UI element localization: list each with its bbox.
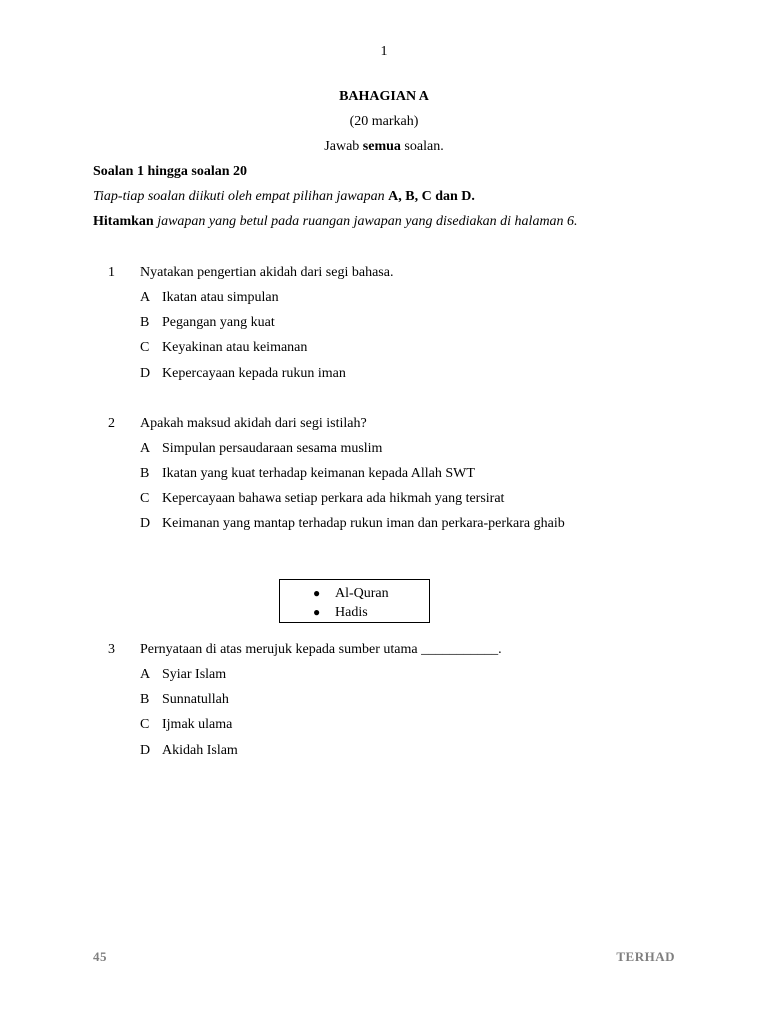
question-number: 3 [108,642,115,657]
option-text: Pegangan yang kuat [162,315,275,330]
marking-verb: Hitamkan [93,214,154,229]
footer-code: 45 [93,949,107,964]
source-box [279,579,430,623]
option-text: Simpulan persaudaraan sesama muslim [162,441,383,456]
options-instruction-text: Tiap-tiap soalan diikuti oleh empat pilihan jawapan [93,189,389,204]
option-letter: D [140,516,151,531]
option-letter: B [140,466,150,481]
option-text: Keyakinan atau keimanan [162,340,308,355]
option-text: Ikatan atau simpulan [162,290,279,305]
option-letter: A [140,667,151,682]
section-title: BAHAGIAN A [339,89,429,104]
question-number: 1 [108,265,115,280]
option-letter: A [140,441,151,456]
option-text: Sunnatullah [162,692,229,707]
answer-instruction [0,139,768,155]
option-text: Keimanan yang mantap terhadap rukun iman dan perkara-perkara ghaib [162,516,565,531]
option-text: Ijmak ulama [162,717,233,732]
option-text: Syiar Islam [162,667,227,682]
option-text: Kepercayaan kepada rukun iman [162,366,346,381]
option-text: Ikatan yang kuat terhadap keimanan kepada Allah SWT [162,466,475,481]
marks-label: (20 markah) [349,114,419,129]
option-letter: C [140,717,150,732]
options-instruction [93,189,475,205]
bullet-icon: ● [313,586,321,600]
marking-instruction-text: jawapan yang betul pada ruangan jawapan yang disediakan di halaman 6. [153,214,578,229]
option-letter: C [140,491,150,506]
marking-instruction [93,214,578,230]
option-letter: D [140,743,151,758]
footer-classification: TERHAD [616,949,675,964]
option-letter: C [140,340,150,355]
option-letter: B [140,315,150,330]
page-number: 1 [380,44,388,59]
option-text: Akidah Islam [162,743,238,758]
question-number: 2 [108,416,115,431]
option-letter: D [140,366,151,381]
question-text: Nyatakan pengertian akidah dari segi bahasa. [140,265,394,280]
answer-emphasis: semua [362,139,401,154]
question-text: Pernyataan di atas merujuk kepada sumber utama ___________. [140,642,502,657]
option-text: Kepercayaan bahawa setiap perkara ada hikmah yang tersirat [162,491,505,506]
question-text: Apakah maksud akidah dari segi istilah? [140,416,367,431]
options-letters: A, B, C dan D. [388,189,475,204]
answer-suffix: soalan. [400,139,444,154]
option-letter: B [140,692,150,707]
box-item: Al-Quran [335,586,389,601]
bullet-icon: ● [313,605,321,619]
option-letter: A [140,290,151,305]
answer-prefix: Jawab [324,139,363,154]
question-range: Soalan 1 hingga soalan 20 [93,164,248,179]
box-item: Hadis [335,605,368,620]
